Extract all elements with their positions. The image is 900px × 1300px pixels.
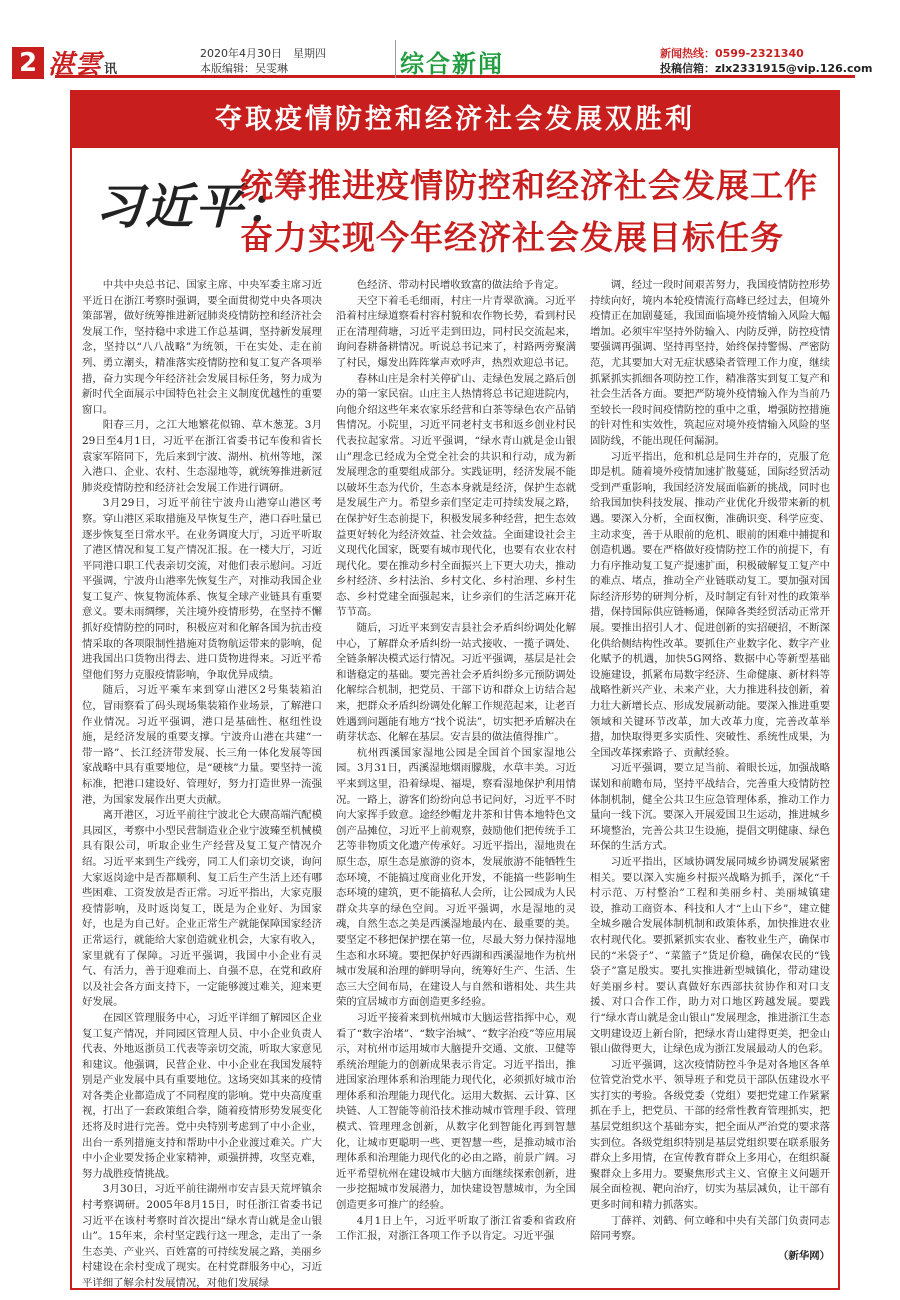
submission-email: 投稿信箱：zlx2331915@vip.126.com [660, 62, 873, 75]
news-hotline: 新闻热线：0599-2321340 [660, 47, 804, 60]
paper-name [48, 44, 118, 81]
paragraph: 3月30日，习近平前往湖州市安吉县天荒坪镇余村考察调研。2005年8月15日，时任浙江省委书记习近平在该村考察时首次提出“绿水青山就是金山银山”。15年来，余村坚定践行这一理念，走出了一条生态美、产业兴、百姓富的可持续发展之路，美丽乡村建设在余村变成了现实。在村党群服务中心，习近平详细了解余村发展情况，对他们发展绿 [82, 1183, 322, 1289]
column-3 [590, 278, 830, 1278]
paragraph: 3月29日，习近平前往宁波舟山港穿山港区考察。穿山港区采取措施及早恢复生产，港口吞吐量已逐步恢复至日常水平。在业务调度大厅，习近平听取了港区情况和复工复产情况汇报。在一楼大厅，习近平同港口职工代表亲切交流，对他们表示慰问。习近平强调，宁波舟山港率先恢复生产，对推动我国企业复工复产、恢复物流体系、恢复全球产业链具有重要意义。要未雨绸缪，关注境外疫情形势，在坚持不懈抓好疫情防控的同时，积极应对和化解各国为抗击疫情采取的各项限制性措施对货物航运带来的影响，促进我国出口货物出得去、进口货物进得来。习近平希望他们努力克服疫情影响，争取优异成绩。 [82, 497, 322, 681]
column-2 [336, 278, 576, 1278]
headline-speaker: 习近平： [95, 179, 296, 235]
paragraph: 习近平指出，区域协调发展同城乡协调发展紧密相关。要以深入实施乡村振兴战略为抓手，深化“千村示范、万村整治”工程和美丽乡村、美丽城镇建设，推动工商资本、科技和人才“上山下乡”，建立健全城乡融合发展体制机制和政策体系，加快推进农业农村现代化。要抓紧抓实农业、畜牧业生产，确保市民的“米袋子”、“菜篮子”货足价稳，确保农民的“钱袋子”富足殷实。要扎实推进新型城镇化，带动建设好美丽乡村。要认真做好东西部扶贫协作和对口支援、对口合作工作，助力对口地区跨越发展。要践行“绿水青山就是金山银山”发展理念，推进浙江生态文明建设迈上新台阶，把绿水青山建得更美，把金山银山做得更大，让绿色成为浙江发展最动人的色彩。 [590, 855, 830, 1056]
paragraph: 在园区管理服务中心，习近平详细了解园区企业复工复产情况，并同园区管理人员、中小企业负责人代表、外地返浙员工代表等亲切交流，听取大家意见和建议。他强调，民营企业、中小企业在我国发展特别是产业发展中具有重要地位。这场突如其来的疫情对各类企业都造成了不同程度的影响。党中央高度重视，打出了一套政策组合拳，随着疫情形势发展变化还将及时进行完善。党中央特别考虑到了中小企业，出台一系列措施支持和帮助中小企业渡过难关。广大中小企业要发扬企业家精神，顽强拼搏，攻坚克难，努力战胜疫情挑战。 [82, 1011, 322, 1180]
paragraph: 随后，习近平来到安吉县社会矛盾纠纷调处化解中心，了解群众矛盾纠纷一站式接收、一揽子调处、全链条解决模式运行情况。习近平强调，基层是社会和谐稳定的基础。要完善社会矛盾纠纷多元预防调处化解综合机制，把党员、干部下访和群众上访结合起来，把群众矛盾纠纷调处化解工作规范起来，让老百姓遇到问题能有地方“找个说法”，切实把矛盾解决在萌芽状态、化解在基层。安吉县的做法值得推广。 [336, 622, 576, 744]
paragraph: 离开港区，习近平前往宁波北仑大碶高端汽配模具园区，考察中小型民营制造业企业宁波臻至机械模具有限公司，听取企业生产经营及复工复产情况介绍。习近平来到生产线旁，同工人们亲切交谈，询问大家返岗途中是否都顺利、复工后生产生活上还有哪些困难、工资发放是否正常。习近平指出，大家克服疫情影响，及时返岗复工，既是为企业好、为国家好，也是为自己好。企业正常生产就能保障国家经济正常运行，就能给大家创造就业机会，大家有收入，家里就有了保障。习近平强调，我国中小企业有灵气、有活力，善于迎难而上、自强不息，在党和政府以及社会各方面支持下，一定能够渡过难关，迎来更好发展。 [82, 809, 322, 1009]
page-number: 2 [12, 47, 44, 79]
paragraph: 中共中央总书记、国家主席、中央军委主席习近平近日在浙江考察时强调，要全面贯彻党中央各项决策部署，做好统筹推进新冠肺炎疫情防控和经济社会发展工作，坚持稳中求进工作总基调，坚持新发展理念，坚持以“八八战略”为统领，干在实处、走在前列、勇立潮头，精准落实疫情防控和复工复产各项举措，奋力实现今年经济社会发展目标任务，努力成为新时代全面展示中国特色社会主义制度优越性的重要窗口。 [82, 279, 322, 416]
paragraph: 杭州西溪国家湿地公园是全国首个国家湿地公园。3月31日，西溪湿地烟雨朦胧，水草丰美。习近平来到这里，沿着绿堤、福堤，察看湿地保护利用情况。一路上，游客们纷纷向总书记问好，习近平不时向大家挥手致意。途经纱帽龙井茶和甘售本地特色文创产品摊位，习近平上前观察，鼓励他们把传统手工艺等非物质文化遗产传承好。习近平指出，湿地贵在原生态，原生态是旅游的资本，发展旅游不能牺牲生态环境，不能搞过度商业化开发，不能搞一些影响生态环境的建筑，更不能搞私人会所，让公园成为人民群众共享的绿色空间。习近平强调，水是湿地的灵魂，自然生态之美是西溪湿地最内在、最重要的美。要坚定不移把保护摆在第一位，尽最大努力保持湿地生态和水环境。要把保护好西湖和西溪湿地作为杭州城市发展和治理的鲜明导向，统筹好生产、生活、生态三大空间布局，在建设人与自然和谐相处、共生共荣的宜居城市方面创造更多经验。 [336, 746, 576, 1009]
paragraph: 习近平强调，这次疫情防控斗争是对各地区各单位管党治党水平、领导班子和党员干部队伍建设水平实打实的考验。各级党委（党组）要把党建工作紧紧抓在手上，把党员、干部的经常性教育管理抓实，把基层党组织这个基础夯实，把全面从严治党的要求落实到位。各级党组织特别是基层党组织要在联系服务群众上多用情，在宣传教育群众上多用心，在组织凝聚群众上多用力。要聚焦形式主义、官僚主义问题开展全面检视、靶向治疗，切实为基层减负，让干部有更多时间和精力抓落实。 [590, 1058, 830, 1212]
issue-meta [200, 46, 326, 76]
issue-date: 2020年4月30日 星期四 [200, 47, 326, 60]
section-title: 综合新闻 [400, 49, 504, 78]
headline [240, 160, 820, 264]
paragraph: 色经济、带动村民增收致富的做法给予肯定。 [356, 279, 565, 291]
page-editor: 本版编辑：吴雯琳 [200, 62, 288, 75]
paragraph: 习近平强调，要立足当前、着眼长远，加强战略谋划和前瞻布局，坚持平战结合，完善重大疫情防控体制机制，健全公共卫生应急管理体系，推动工作力量向一线下沉。要深入开展爱国卫生运动，推进城乡环境整治，完善公共卫生设施，提倡文明健康、绿色环保的生活方式。 [590, 762, 830, 853]
topic-banner: 夺取疫情防控和经济社会发展双胜利 [72, 92, 838, 148]
paragraph: 习近平接着来到杭州城市大脑运营指挥中心，观看了“数字治堵”、“数字治城”、“数字治疫”等应用展示，对杭州市运用城市大脑提升交通、文旅、卫健等系统治理能力的创新成果表示肯定。习近平指出，推进国家治理体系和治理能力现代化，必须抓好城市治理体系和治理能力现代化。运用大数据、云计算、区块链、人工智能等前沿技术推动城市管理手段、管理模式、管理理念创新，从数字化到智能化再到智慧化，让城市更聪明一些、更智慧一些，是推动城市治理体系和治理能力现代化的必由之路，前景广阔。习近平希望杭州在建设城市大脑方面继续探索创新，进一步挖掘城市发展潜力，加快建设智慧城市，为全国创造更多可推广的经验。 [336, 1011, 576, 1212]
paragraph: 习近平指出，危和机总是同生并存的，克服了危即是机。随着境外疫情加速扩散蔓延，国际经贸活动受到严重影响，我国经济发展面临新的挑战，同时也给我国加快科技发展、推动产业优化升级带来新的机遇。要深入分析，全面权衡，准确识变、科学应变、主动求变，善于从眼前的危机、眼前的困难中捕捉和创造机遇。要在严格做好疫情防控工作的前提下，有力有序推动复工复产提速扩面，积极破解复工复产中的难点、堵点，推动全产业链联动复工。要加强对国际经济形势的研判分析，及时制定有针对性的政策举措，保持国际供应链畅通，保障各类经贸活动正常开展。要推出招引人才、促进创新的实招硬招，不断深化供给侧结构性改革。要抓住产业数字化、数字产业化赋予的机遇，加快5G网络、数据中心等新型基础设施建设，抓紧布局数字经济、生命健康、新材料等战略性新兴产业、未来产业，大力推进科技创新，着力壮大新增长点、形成发展新动能。要深入推进重要领域和关键环节改革，加大改革力度，完善改革举措，加快取得更多实质性、突破性、系统性成果，为全国改革探索路子、贡献经验。 [590, 450, 830, 759]
headline-line-1: 统筹推进疫情防控和经济社会发展工作 [240, 166, 818, 205]
paragraph: 丁薛祥、刘鹤、何立峰和中央有关部门负责同志陪同考察。 [590, 1214, 830, 1243]
column-1 [82, 278, 322, 1289]
paragraph: 调，经过一段时间艰苦努力，我国疫情防控形势持续向好，境内本轮疫情流行高峰已经过去，但境外疫情正在加剧蔓延，我国面临境外疫情输入风险大幅增加。必须牢牢坚持外防输入、内防反弹，防控疫情要强调再强调、坚持再坚持，始终保持警惕、严密防范，尤其要加大对无症状感染者管理工作力度，继续抓紧抓实抓细各项防控工作，精准落实到复工复产和社会生活各方面。要把严防境外疫情输入作为当前乃至较长一段时间疫情防控的重中之重，增强防控措施的针对性和实效性，筑起应对境外疫情输入风险的坚固防线，不能出现任何漏洞。 [590, 279, 830, 447]
news-source: （新华网） [778, 1249, 830, 1262]
paper-name-suffix: 讯 [104, 62, 119, 77]
paper-name-text: 湛雲 [48, 50, 103, 80]
paragraph: 天空下着毛毛细雨，村庄一片青翠欲滴。习近平沿着村庄绿道察看村容村貌和农作物长势，看到村民正在清理荷塘，习近平走到田边，同村民交流起来，询问春耕备耕情况。听说总书记来了，村路两旁聚满了村民，爆发出阵阵掌声欢呼声，热烈欢迎总书记。 [336, 294, 576, 369]
contact-info [660, 46, 873, 76]
paragraph: 4月1日上午，习近平听取了浙江省委和省政府工作汇报，对浙江各项工作予以肯定。习近平强 [336, 1214, 576, 1243]
headline-line-2: 奋力实现今年经济社会发展目标任务 [240, 218, 784, 257]
paragraph: 春林山庄是余村关停矿山、走绿色发展之路后创办的第一家民宿。山庄主人热情将总书记迎进院内，向他介绍这些年来农家乐经营和白茶等绿色农产品销售情况。小院里，习近平同老村支书和返乡创业村民代表拉起家常。习近平强调，“绿水青山就是金山银山”理念已经成为全党全社会的共识和行动，成为新发展理念的重要组成部分。实践证明，经济发展不能以破坏生态为代价，生态本身就是经济，保护生态就是发展生产力。希望乡亲们坚定走可持续发展之路，在保护好生态前提下，积极发展多种经营，把生态效益更好转化为经济效益、社会效益。全面建设社会主义现代化国家，既要有城市现代化，也要有农业农村现代化。要在推动乡村全面振兴上下更大功夫，推动乡村经济、乡村法治、乡村文化、乡村治理、乡村生态、乡村党建全面强起来，让乡亲们的生活芝麻开花节节高。 [336, 372, 576, 619]
article-body [82, 278, 830, 1289]
section-divider [395, 40, 396, 78]
paragraph: 阳春三月，之江大地繁花似锦、草木葱茏。3月29日至4月1日，习近平在浙江省委书记车俊和省长袁家军陪同下，先后来到宁波、湖州、杭州等地，深入港口、企业、农村、生态湿地等，就统筹推进新冠肺炎疫情防控和经济社会发展工作进行调研。 [82, 419, 322, 494]
paragraph: 随后，习近平乘车来到穿山港区2号集装箱泊位，冒雨察看了码头现场集装箱作业场景，了解港口作业情况。习近平强调，港口是基础性、枢纽性设施，是经济发展的重要支撑。宁波舟山港在共建“一带一路”、长江经济带发展、长三角一体化发展等国家战略中具有重要地位，是“硬核”力量。要坚持一流标准，把港口建设好、管理好，努力打造世界一流强港，为国家发展作出更大贡献。 [82, 684, 322, 806]
